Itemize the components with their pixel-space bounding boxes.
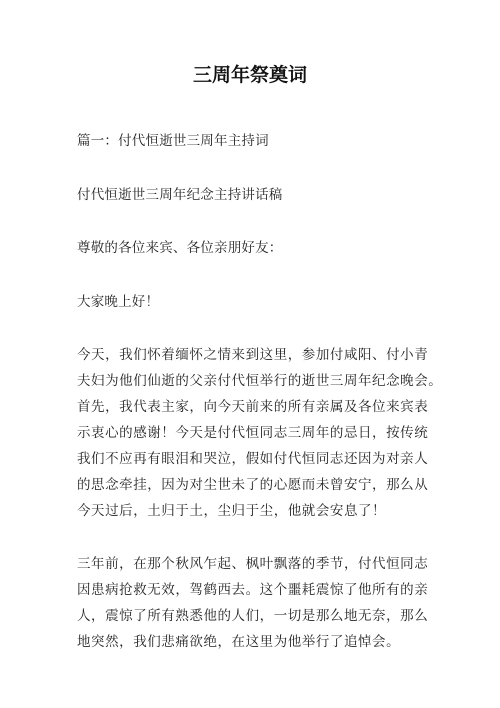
paragraph-line: 地突然，我们悲痛欲绝，在这里为他举行了追悼会。: [77, 634, 401, 650]
paragraph-line: 今天，我们怀着缅怀之情来到这里，参加付咸阳、付小青: [77, 347, 429, 363]
paragraph-line: 示衷心的感谢！今天是付代恒同志三周年的忌日，按传统: [77, 425, 429, 441]
greeting: 大家晚上好！: [77, 294, 160, 310]
paragraph-line: 三年前，在那个秋风乍起、枫叶飘落的季节，付代恒同志: [77, 556, 429, 572]
paragraph-line: 今天过后，土归于土，尘归于尘，他就会安息了！: [77, 503, 387, 519]
subheading: 付代恒逝世三周年纪念主持讲话稿: [77, 187, 283, 203]
salutation: 尊敬的各位来宾、各位亲朋好友：: [77, 240, 283, 256]
paragraph-line: 因患病抢救无效，驾鹤西去。这个噩耗震惊了他所有的亲: [77, 582, 429, 598]
paragraph-line: 的思念牵挂，因为对尘世未了的心愿而未曾安宁，那么从: [77, 477, 429, 493]
paragraph-line: 人，震惊了所有熟悉他的人们，一切是那么地无奈，那么: [77, 608, 429, 624]
paragraph-line: 首先，我代表主家，向今天前来的所有亲属及各位来宾表: [77, 399, 429, 415]
section-heading: 篇一：付代恒逝世三周年主持词: [77, 133, 269, 149]
document-title: 三周年祭奠词: [192, 64, 307, 86]
paragraph-line: 我们不应再有眼泪和哭泣，假如付代恒同志还因为对亲人: [77, 451, 429, 467]
paragraph-line: 夫妇为他们仙逝的父亲付代恒举行的逝世三周年纪念晚会。: [77, 373, 443, 389]
